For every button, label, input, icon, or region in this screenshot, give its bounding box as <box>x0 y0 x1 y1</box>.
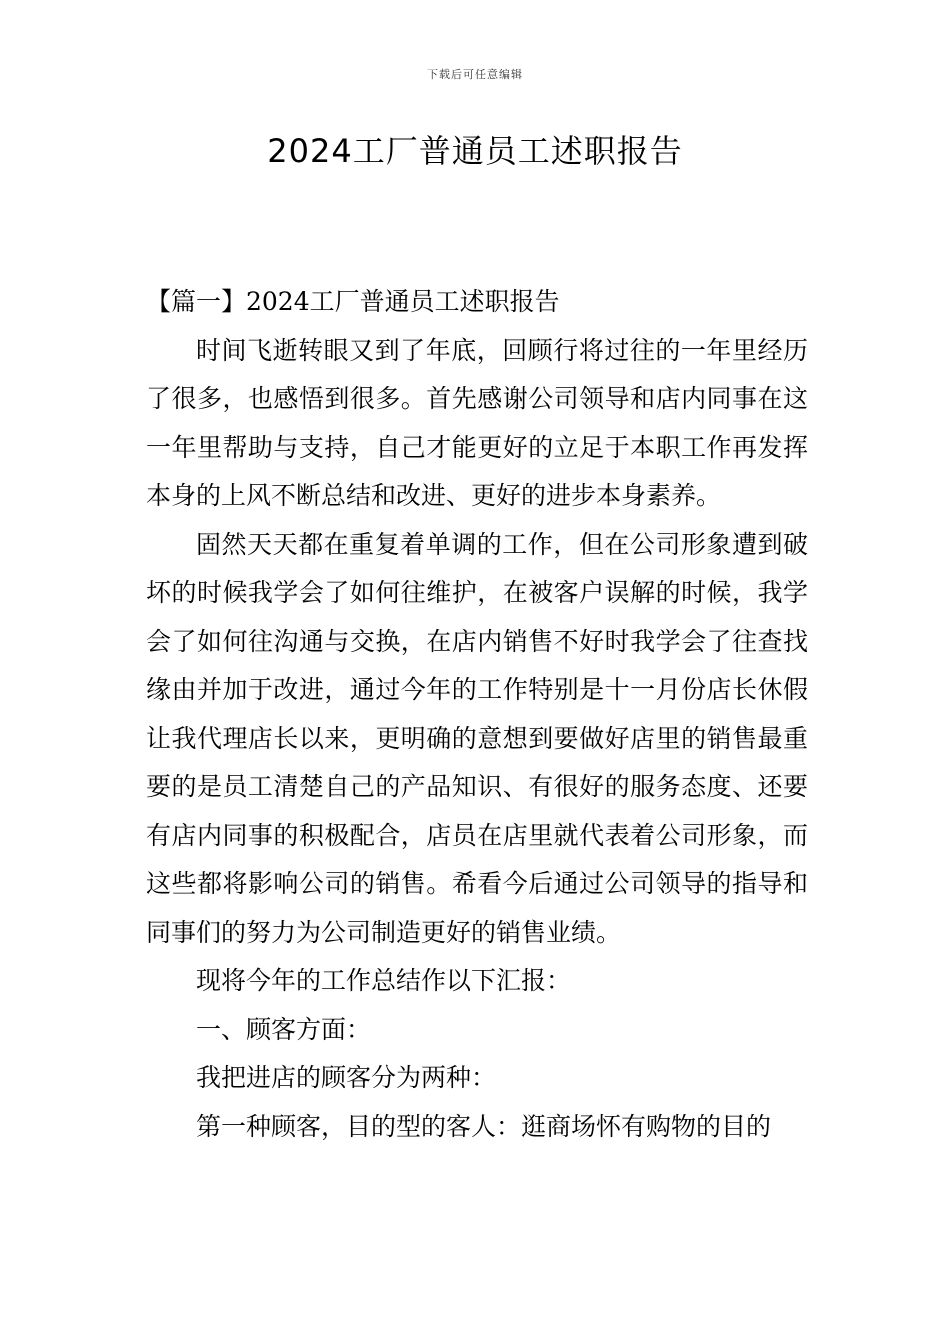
section-heading: 【篇一】2024工厂普通员工述职报告 <box>146 287 560 316</box>
header-note: 下载后可任意编辑 <box>427 68 523 81</box>
paragraph: 第一种顾客，目的型的客人：逛商场怀有购物的目的 <box>196 1111 772 1141</box>
paragraph: 固然天天都在重复着单调的工作，但在公司形象遭到破坏的时候我学会了如何往维护，在被客户误解的时候，我学会了如何往沟通与交换，在店内销售不好时我学会了往查找缘由并加于改进，通过今年的工作特别是十一月份店长休假让我代理店长以来，更明确的意想到要做好店里的销售最重要的是员工清楚自己的产品知识、有很好的服务态度、还要有店内同事的积极配合，店员在店里就代表着公司形象，而这些都将影响公司的销售。希看今后通过公司领导的指导和同事们的努力为公司制造更好的销售业绩。 <box>146 529 808 947</box>
paragraph: 时间飞逝转眼又到了年底，回顾行将过往的一年里经历了很多，也感悟到很多。首先感谢公司领导和店内同事在这一年里帮助与支持，自己才能更好的立足于本职工作再发挥本身的上风不断总结和改进、更好的进步本身素养。 <box>146 335 808 510</box>
document-title: 2024工厂普通员工述职报告 <box>267 132 683 170</box>
paragraph: 我把进店的顾客分为两种： <box>196 1063 497 1092</box>
document-body <box>146 278 808 1151</box>
subheading: 一、顾客方面： <box>196 1014 372 1044</box>
paragraph: 现将今年的工作总结作以下汇报： <box>196 966 572 995</box>
